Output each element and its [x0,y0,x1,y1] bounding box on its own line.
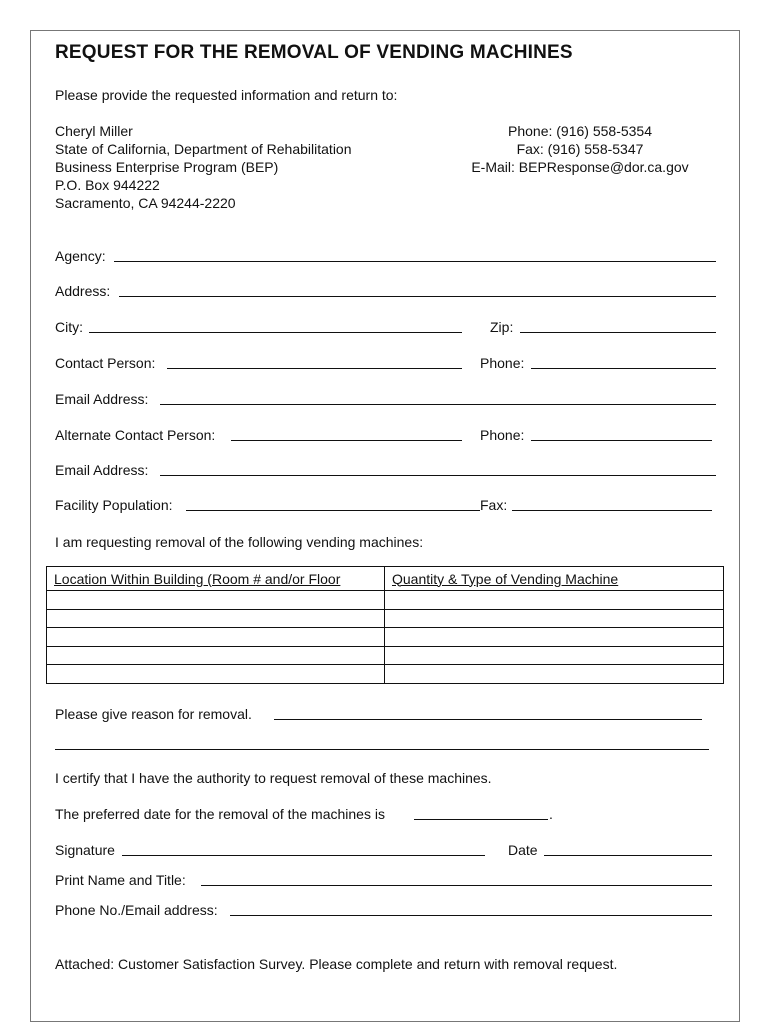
alt-contact-label: Alternate Contact Person: [55,427,216,443]
alt-phone-label: Phone: [480,427,525,443]
address-line: Cheryl Miller [55,123,133,139]
email-field[interactable] [160,404,716,405]
form-title: REQUEST FOR THE REMOVAL OF VENDING MACHINES [55,42,573,63]
bep-phone: Phone: (916) 558-5354 [508,123,652,139]
agency-field[interactable] [114,261,716,262]
address-line: P.O. Box 944222 [55,177,160,193]
attached-note: Attached: Customer Satisfaction Survey. Please complete and return with removal request. [55,956,618,972]
preferred-date-field[interactable] [414,819,548,820]
table-row [47,609,724,628]
phone-field[interactable] [531,368,716,369]
location-cell[interactable] [47,665,385,684]
reason-field[interactable] [274,719,702,720]
table-row [47,628,724,647]
phone-email-field[interactable] [230,915,712,916]
signature-label: Signature [55,842,115,858]
print-name-field[interactable] [201,885,712,886]
alt-contact-field[interactable] [231,440,462,441]
email-label: Email Address: [55,391,149,407]
preferred-date-period: . [549,806,553,822]
preferred-date-label: The preferred date for the removal of the machines is [55,806,385,822]
facility-population-label: Facility Population: [55,497,173,513]
fax-label: Fax: [480,497,508,513]
reason-label: Please give reason for removal. [55,706,252,722]
bep-email: E-Mail: BEPResponse@dor.ca.gov [471,159,689,175]
signature-field[interactable] [122,855,485,856]
table-row [47,591,724,610]
quantity-cell[interactable] [385,628,724,647]
address-label: Address: [55,283,111,299]
bep-fax: Fax: (916) 558-5347 [516,141,644,157]
address-line: Sacramento, CA 94244-2220 [55,195,236,211]
table-row [47,646,724,665]
column-header-location: Location Within Building (Room # and/or Floor [47,567,385,591]
facility-population-field[interactable] [186,510,480,511]
agency-label: Agency: [55,248,106,264]
quantity-cell[interactable] [385,646,724,665]
bep-contact-info [462,122,698,176]
column-header-quantity: Quantity & Type of Vending Machine [385,567,724,591]
alt-email-field[interactable] [160,475,716,476]
location-cell[interactable] [47,646,385,665]
phone-label: Phone: [480,355,525,371]
alt-phone-field[interactable] [531,440,712,441]
fax-field[interactable] [512,510,712,511]
table-row [47,665,724,684]
zip-field[interactable] [520,332,716,333]
print-name-label: Print Name and Title: [55,872,186,888]
phone-email-label: Phone No./Email address: [55,902,218,918]
city-field[interactable] [89,332,462,333]
zip-label: Zip: [490,319,514,335]
quantity-cell[interactable] [385,609,724,628]
location-cell[interactable] [47,591,385,610]
certify-text: I certify that I have the authority to request removal of these machines. [55,770,492,786]
location-cell[interactable] [47,628,385,647]
alt-email-label: Email Address: [55,462,149,478]
vending-machines-table [46,566,724,684]
address-field[interactable] [119,296,716,297]
contact-person-field[interactable] [167,368,462,369]
reason-field-continued[interactable] [55,749,709,750]
date-label: Date [508,842,538,858]
address-line: State of California, Department of Rehabilitation [55,141,352,157]
quantity-cell[interactable] [385,665,724,684]
quantity-cell[interactable] [385,591,724,610]
city-label: City: [55,319,83,335]
table-header-row [47,567,724,591]
address-line: Business Enterprise Program (BEP) [55,159,279,175]
contact-person-label: Contact Person: [55,355,156,371]
intro-text: Please provide the requested information and return to: [55,87,398,103]
location-cell[interactable] [47,609,385,628]
date-field[interactable] [544,855,712,856]
return-address [55,122,352,212]
request-text: I am requesting removal of the following vending machines: [55,534,424,550]
